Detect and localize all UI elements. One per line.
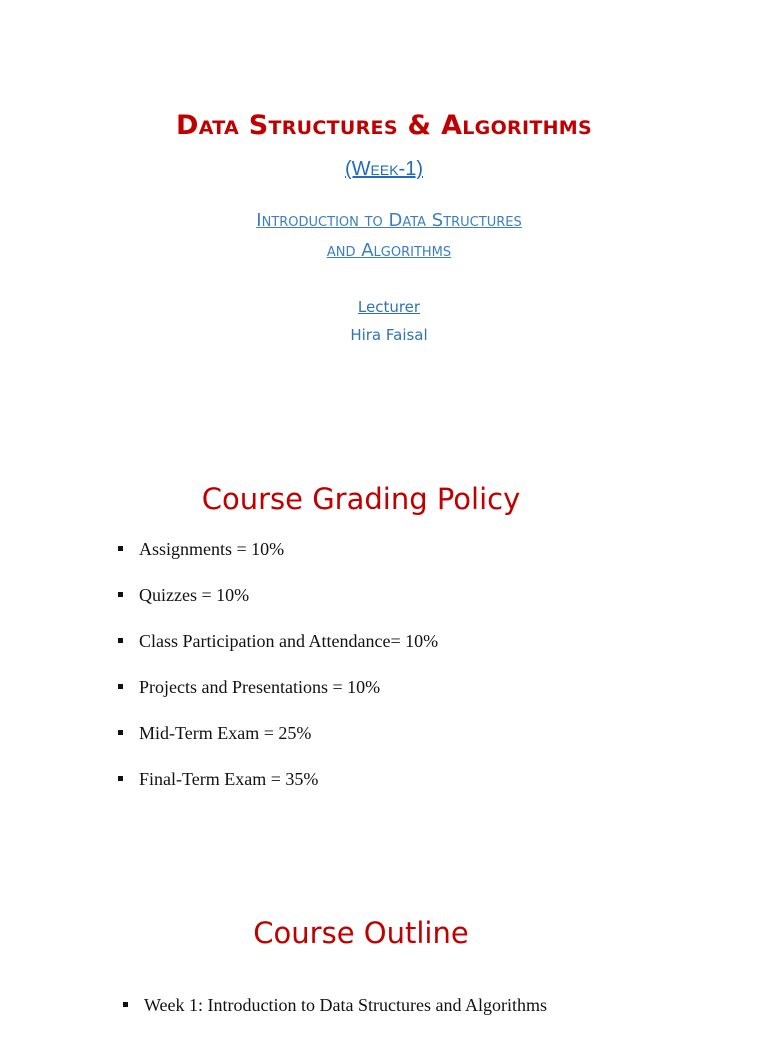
bullet-icon <box>118 546 123 551</box>
bullet-icon <box>118 730 123 735</box>
lecturer-label: Lecturer <box>357 298 421 316</box>
bullet-icon <box>118 776 123 781</box>
list-item-text: Class Participation and Attendance= 10% <box>139 631 439 651</box>
week-label: (Week-1) <box>345 158 423 180</box>
list-item <box>118 537 438 583</box>
grading-heading: Course Grading Policy <box>201 482 521 516</box>
course-outline-slide <box>0 900 768 1024</box>
list-item <box>123 993 547 1039</box>
bullet-icon <box>123 1002 128 1007</box>
list-item <box>118 721 438 767</box>
subtitle-line-1: Introduction to Data Structures <box>256 210 522 231</box>
grading-policy-slide <box>0 460 768 860</box>
subtitle-line-2: and Algorithms <box>326 240 452 261</box>
list-item-text: Mid-Term Exam = 25% <box>139 723 312 743</box>
outline-list <box>123 993 547 1039</box>
list-item <box>118 583 438 629</box>
grading-list <box>118 537 438 813</box>
list-item-text: Assignments = 10% <box>139 539 285 559</box>
list-item-text: Week 1: Introduction to Data Structures and Algorithms <box>144 995 547 1015</box>
list-item-text: Projects and Presentations = 10% <box>139 677 381 697</box>
list-item <box>118 675 438 721</box>
bullet-icon <box>118 638 123 643</box>
outline-heading: Course Outline <box>253 916 469 950</box>
lecturer-name: Hira Faisal <box>350 326 428 344</box>
bullet-icon <box>118 684 123 689</box>
list-item <box>118 767 438 813</box>
list-item <box>118 629 438 675</box>
lecture-subtitle <box>0 206 768 266</box>
title-slide <box>0 0 768 420</box>
course-title: Data Structures & Algorithms <box>176 110 592 141</box>
list-item-text: Final-Term Exam = 35% <box>139 769 319 789</box>
list-item-text: Quizzes = 10% <box>139 585 250 605</box>
bullet-icon <box>118 592 123 597</box>
